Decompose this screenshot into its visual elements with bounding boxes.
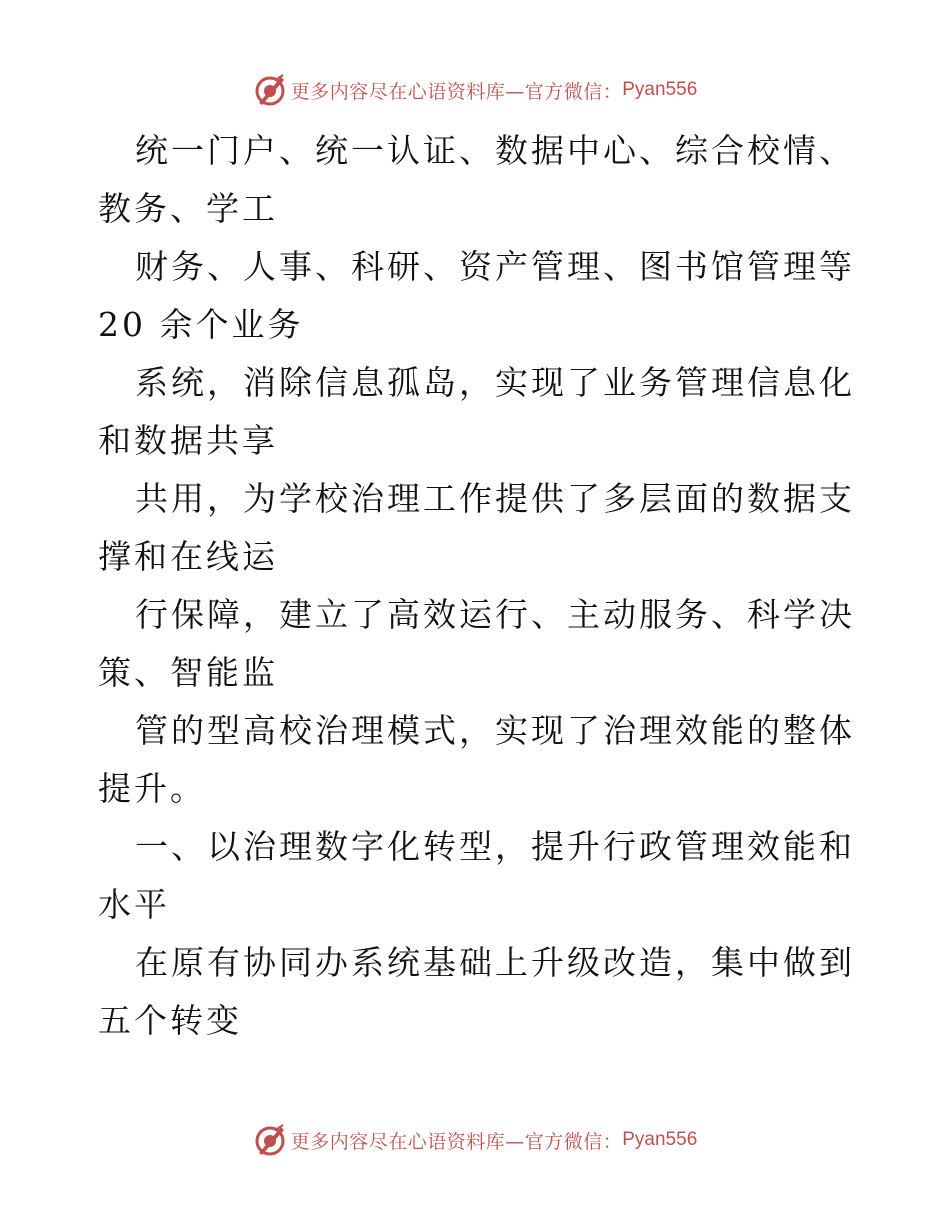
paragraph-2: 财务、人事、科研、资产管理、图书馆管理等 20 余个业务 — [98, 247, 855, 344]
watermark-text: 更多内容尽在心语资料库—官方微信： — [290, 1130, 623, 1153]
header-watermark — [0, 70, 950, 110]
quill-pen-logo-icon — [253, 1123, 287, 1157]
watermark-wechat-id: Pyan556 — [622, 79, 698, 100]
section-heading: 一、以治理数字化转型，提升行政管理效能和水平 — [98, 827, 855, 924]
paragraph-7: 在原有协同办系统基础上升级改造，集中做到五个转变 — [98, 943, 855, 1040]
quill-pen-logo-icon — [253, 73, 287, 107]
paragraph-4: 共用，为学校治理工作提供了多层面的数据支撑和在线运 — [98, 479, 855, 576]
paragraph-5: 行保障，建立了高效运行、主动服务、科学决策、智能监 — [98, 595, 855, 692]
document-body — [98, 122, 858, 1050]
watermark-wechat-id: Pyan556 — [622, 1129, 698, 1150]
watermark-text: 更多内容尽在心语资料库—官方微信： — [290, 80, 623, 103]
paragraph-1: 统一门户、统一认证、数据中心、综合校情、教务、学工 — [98, 131, 855, 228]
paragraph-3: 系统，消除信息孤岛，实现了业务管理信息化和数据共享 — [98, 363, 855, 460]
paragraph-6: 管的型高校治理模式，实现了治理效能的整体提升。 — [98, 711, 855, 808]
footer-watermark — [0, 1120, 950, 1160]
